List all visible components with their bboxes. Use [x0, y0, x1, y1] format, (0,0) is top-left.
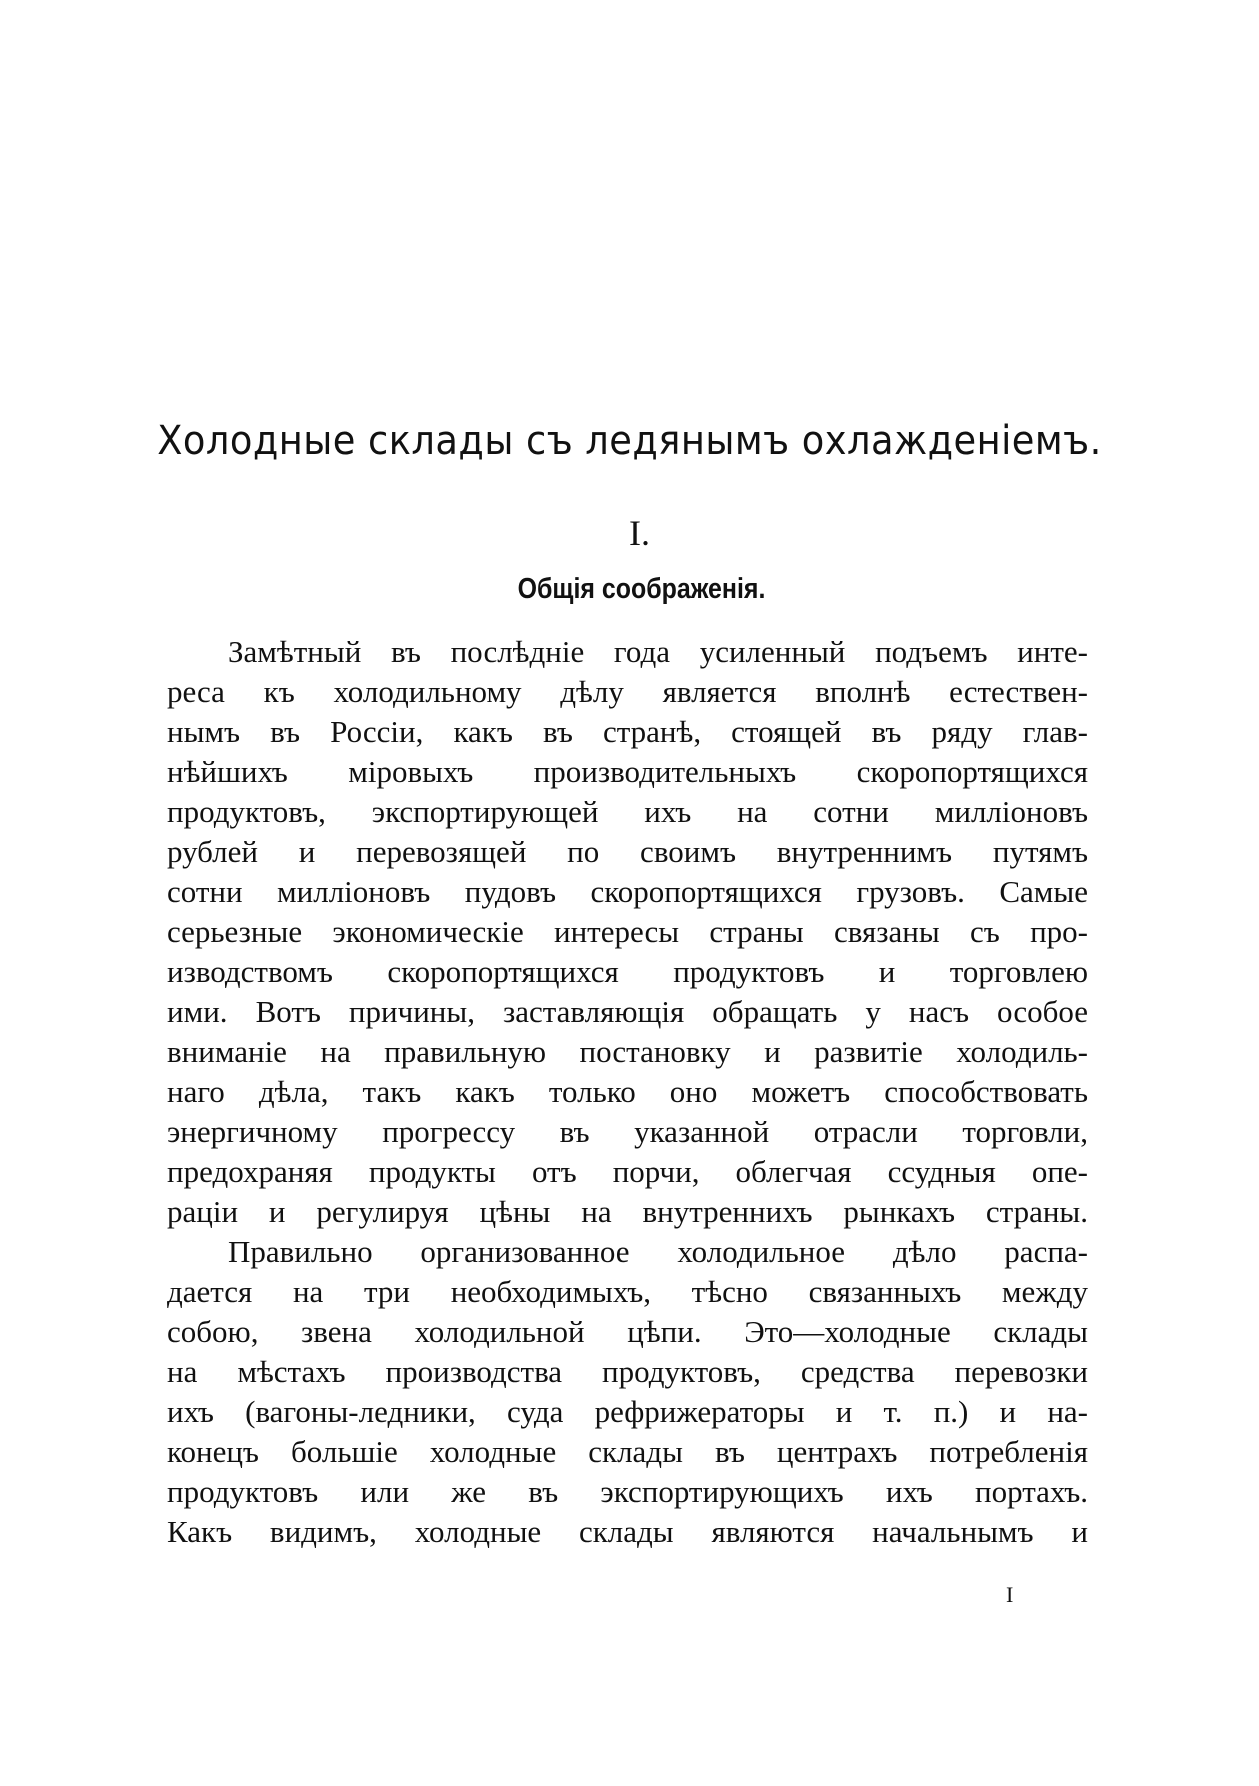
text-line: нымъ въ Россіи, какъ въ странѣ, стоящей въ ряду глав- — [167, 714, 1088, 749]
text-line: предохраняя продукты отъ порчи, облегчая ссудныя опе- — [167, 1154, 1088, 1189]
text-line: реса къ холодильному дѣлу является вполнѣ естествен- — [167, 674, 1088, 709]
text-line: сотни милліоновъ пудовъ скоропортящихся грузовъ. Самые — [167, 874, 1088, 909]
text-line: Правильно организованное холодильное дѣло распа- — [228, 1234, 1088, 1269]
text-line: продуктовъ, экспортирующей ихъ на сотни милліоновъ — [167, 794, 1088, 829]
page-title: Холодные склады съ ледянымъ охлажденіемъ. — [157, 418, 1102, 464]
text-line: наго дѣла, такъ какъ только оно можетъ способствовать — [167, 1074, 1088, 1109]
text-line: рублей и перевозящей по своимъ внутреннимъ путямъ — [167, 834, 1088, 869]
text-line: вниманіе на правильную постановку и развитіе холодиль- — [167, 1034, 1088, 1069]
chapter-number: I. — [629, 513, 650, 553]
body-text — [167, 632, 1088, 1552]
page-number: I — [1006, 1582, 1014, 1607]
text-line: раціи и регулируя цѣны на внутреннихъ рынкахъ страны. — [167, 1194, 1088, 1229]
text-line: Замѣтный въ послѣдніе года усиленный подъемъ инте- — [228, 634, 1088, 669]
text-line: продуктовъ или же въ экспортирующихъ ихъ портахъ. — [167, 1474, 1088, 1509]
text-line: дается на три необходимыхъ, тѣсно связанныхъ между — [167, 1274, 1088, 1309]
text-line: конецъ большіе холодные склады въ центрахъ потребленія — [167, 1434, 1088, 1469]
text-line: ими. Вотъ причины, заставляющія обращать у насъ особое — [167, 994, 1088, 1029]
paragraph-1 — [167, 632, 1088, 1232]
text-line: нѣйшихъ міровыхъ производительныхъ скоропортящихся — [167, 754, 1088, 789]
text-line: собою, звена холодильной цѣпи. Это—холодные склады — [167, 1314, 1088, 1349]
paragraph-2 — [167, 1232, 1088, 1552]
text-line: изводствомъ скоропортящихся продуктовъ и торговлею — [167, 954, 1088, 989]
text-line: энергичному прогрессу въ указанной отрасли торговли, — [167, 1114, 1088, 1149]
section-title: Общія соображенія. — [517, 573, 766, 605]
text-line: Какъ видимъ, холодные склады являются начальнымъ и — [167, 1514, 1088, 1549]
text-line: ихъ (вагоны-ледники, суда рефрижераторы и т. п.) и на- — [167, 1394, 1088, 1429]
text-line: на мѣстахъ производства продуктовъ, средства перевозки — [167, 1354, 1088, 1389]
text-line: серьезные экономическіе интересы страны связаны съ про- — [167, 914, 1088, 949]
